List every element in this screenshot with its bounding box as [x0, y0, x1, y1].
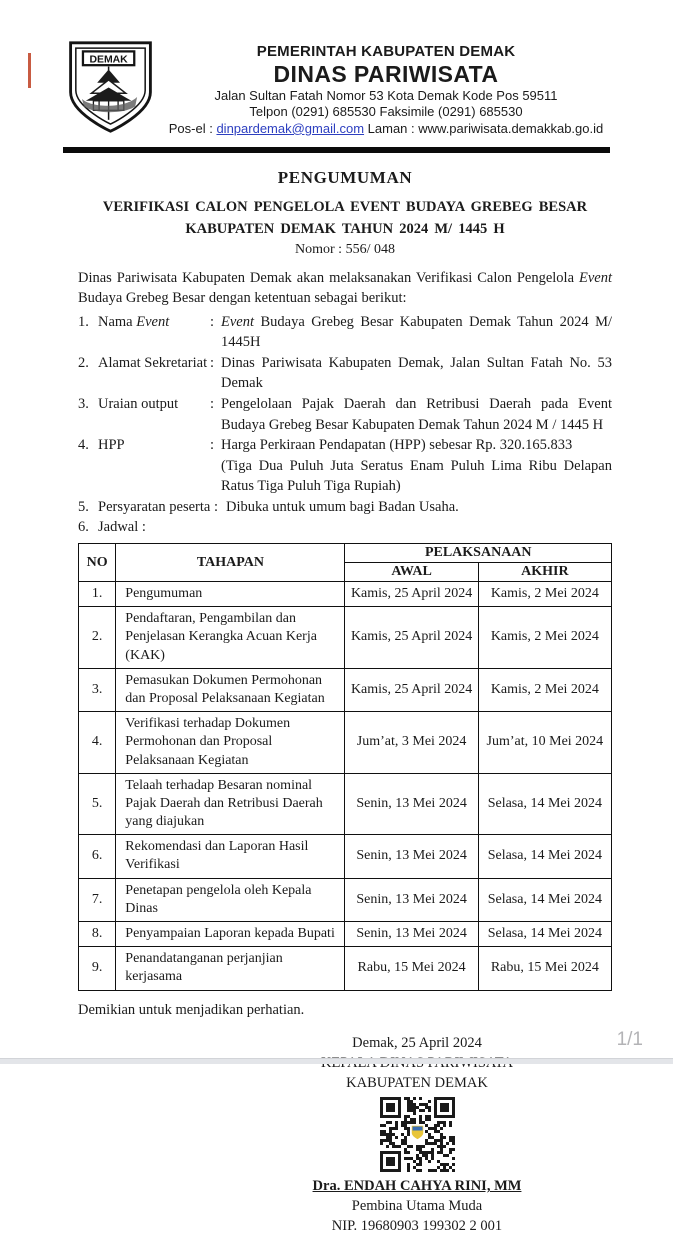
detail-item-hpp: 4. HPP : Harga Perkiraan Pendapatan (HPP) sebesar Rp. 320.165.833 (Tiga Dua Puluh Juta Seratus Enam Puluh Lima Ribu Delapan Ratus Tiga Puluh Tiga Rupiah): [78, 437, 612, 495]
address-line: Jalan Sultan Fatah Nomor 53 Kota Demak Kode Pos 59511: [214, 87, 558, 103]
table-row: 9. Penandatanganan perjanjian kerjasama Rabu, 15 Mei 2024 Rabu, 15 Mei 2024: [79, 947, 612, 990]
signatory-name: Dra. ENDAH CAHYA RINI, MM: [312, 1178, 522, 1195]
col-header-awal: AWAL: [345, 563, 478, 582]
letter-number: Nomor : 556/ 048: [295, 241, 395, 257]
col-header-no: NO: [79, 544, 116, 582]
table-row: 7. Penetapan pengelola oleh Kepala Dinas Senin, 13 Mei 2024 Selasa, 14 Mei 2024: [79, 878, 612, 921]
page-indicator: 1/1: [616, 1029, 643, 1050]
announcement-subject: [78, 197, 612, 241]
col-header-pelaksanaan: PELAKSANAAN: [345, 544, 612, 563]
announcement-heading: PENGUMUMAN: [277, 168, 413, 187]
signature-title-2: KABUPATEN DEMAK: [346, 1075, 488, 1092]
signatory-rank: Pembina Utama Muda: [351, 1198, 483, 1215]
table-row: 3. Pemasukan Dokumen Permohonan dan Proposal Pelaksanaan Kegiatan Kamis, 25 April 2024 Kamis, 2 Mei 2024: [79, 668, 612, 711]
letterhead-text: [162, 43, 610, 138]
government-name: PEMERINTAH KABUPATEN DEMAK: [256, 42, 516, 60]
detail-item-jadwal: 6. Jadwal :: [78, 519, 146, 536]
document-page: [0, 40, 673, 1235]
letter-body: [78, 168, 612, 1236]
page-bottom-edge: [0, 1058, 673, 1064]
detail-item-persyaratan: 5. Persyaratan peserta : Dibuka untuk umum bagi Badan Usaha.: [78, 498, 459, 515]
schedule-table: [78, 543, 612, 991]
demak-regency-logo-icon: [63, 40, 162, 140]
details-list: [78, 312, 612, 538]
detail-item-alamat: 2. Alamat Sekretariat : Dinas Pariwisata Kabupaten Demak, Jalan Sultan Fatah No. 53 Demak: [78, 354, 612, 392]
signature-place-date: Demak, 25 April 2024: [352, 1035, 482, 1052]
table-row: 5. Telaah terhadap Besaran nominal Pajak Daerah dan Retribusi Daerah yang diajukan Senin, 13 Mei 2024 Selasa, 14 Mei 2024: [79, 773, 612, 835]
table-row: 4. Verifikasi terhadap Dokumen Permohonan dan Proposal Pelaksanaan Kegiatan Jum’at, 3 Mei 2024 Jum’at, 10 Mei 2024: [79, 712, 612, 774]
website-label: Laman : www.pariwisata.demakkab.go.id: [364, 120, 604, 136]
header-divider: [63, 147, 610, 153]
signature-qr-code: [380, 1097, 454, 1173]
email-web-line: [162, 121, 610, 138]
phone-line: Telpon (0291) 685530 Faksimile (0291) 685530: [249, 104, 523, 120]
intro-paragraph: Dinas Pariwisata Kabupaten Demak akan melaksanakan Verifikasi Calon Pengelola Event Budaya Grebeg Besar dengan ketentuan sebagai berikut:: [78, 269, 612, 307]
table-row: 6. Rekomendasi dan Laporan Hasil Verifikasi Senin, 13 Mei 2024 Selasa, 14 Mei 2024: [79, 835, 612, 878]
col-header-tahapan: TAHAPAN: [116, 544, 345, 582]
table-row: 1. Pengumuman Kamis, 25 April 2024 Kamis, 2 Mei 2024: [79, 582, 612, 607]
orange-cursor-mark: [28, 53, 31, 88]
closing-sentence: Demikian untuk menjadikan perhatian.: [78, 1001, 305, 1018]
detail-item-uraian: 3. Uraian output : Pengelolaan Pajak Daerah dan Retribusi Daerah pada Event Budaya Grebeg Besar Kabupaten Demak Tahun 2024 M / 1445 H: [78, 395, 612, 433]
email-link[interactable]: dinpardemak@gmail.com: [216, 120, 365, 136]
logo-text: DEMAK: [89, 54, 128, 66]
subject-line-2: KABUPATEN DEMAK TAHUN 2024 M/ 1445 H: [185, 220, 505, 237]
table-row: 2. Pendaftaran, Pengambilan dan Penjelasan Kerangka Acuan Kerja (KAK) Kamis, 25 April 2024 Kamis, 2 Mei 2024: [79, 607, 612, 669]
signatory-nip: NIP. 19680903 199302 2 001: [331, 1218, 503, 1235]
email-label: Pos-el :: [168, 120, 217, 136]
agency-name: DINAS PARIWISATA: [273, 60, 499, 87]
letterhead: [63, 40, 610, 140]
subject-line-1: VERIFIKASI CALON PENGELOLA EVENT BUDAYA GREBEG BESAR: [102, 199, 588, 215]
col-header-akhir: AKHIR: [478, 563, 611, 582]
table-row: 8. Penyampaian Laporan kepada Bupati Senin, 13 Mei 2024 Selasa, 14 Mei 2024: [79, 922, 612, 947]
detail-item-nama-event: 1. Nama Event : Event Budaya Grebeg Besar Kabupaten Demak Tahun 2024 M/ 1445H: [78, 313, 612, 351]
